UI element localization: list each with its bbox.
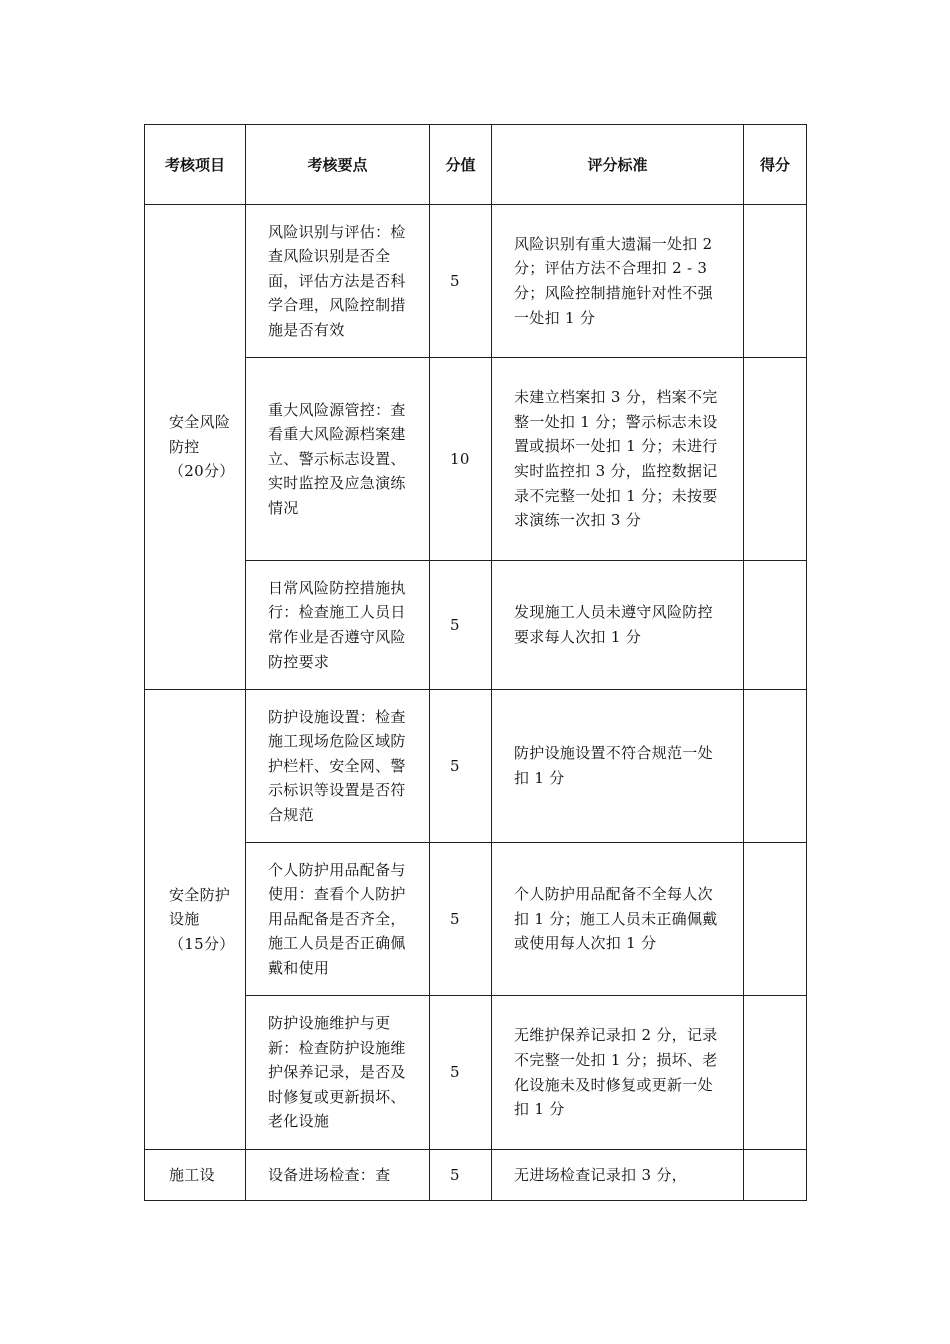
header-score: 分值 bbox=[430, 125, 492, 205]
got-cell[interactable] bbox=[744, 358, 807, 561]
item-cell: 安全风险防控（20分） bbox=[145, 205, 246, 690]
header-got: 得分 bbox=[744, 125, 807, 205]
got-cell[interactable] bbox=[744, 996, 807, 1150]
got-cell[interactable] bbox=[744, 1150, 807, 1201]
table-header-row bbox=[145, 125, 807, 205]
score-cell: 5 bbox=[430, 205, 492, 358]
point-cell: 设备进场检查：查 bbox=[246, 1150, 430, 1201]
standard-cell: 无维护保养记录扣 2 分，记录不完整一处扣 1 分；损坏、老化设施未及时修复或更新一处扣 1 分 bbox=[492, 996, 744, 1150]
got-cell[interactable] bbox=[744, 561, 807, 690]
item-cell: 施工设 bbox=[145, 1150, 246, 1201]
table-row bbox=[145, 690, 807, 843]
point-cell: 风险识别与评估：检查风险识别是否全面，评估方法是否科学合理，风险控制措施是否有效 bbox=[246, 205, 430, 358]
score-cell: 5 bbox=[430, 1150, 492, 1201]
score-cell: 5 bbox=[430, 996, 492, 1150]
table-row bbox=[145, 1150, 807, 1201]
score-cell: 5 bbox=[430, 561, 492, 690]
standard-cell: 个人防护用品配备不全每人次扣 1 分；施工人员未正确佩戴或使用每人次扣 1 分 bbox=[492, 843, 744, 996]
item-cell: 安全防护设施（15分） bbox=[145, 690, 246, 1150]
table-row bbox=[145, 205, 807, 358]
point-cell: 防护设施维护与更新：检查防护设施维护保养记录，是否及时修复或更新损坏、老化设施 bbox=[246, 996, 430, 1150]
standard-cell: 发现施工人员未遵守风险防控要求每人次扣 1 分 bbox=[492, 561, 744, 690]
got-cell[interactable] bbox=[744, 205, 807, 358]
point-cell: 重大风险源管控：查看重大风险源档案建立、警示标志设置、实时监控及应急演练情况 bbox=[246, 358, 430, 561]
score-cell: 5 bbox=[430, 843, 492, 996]
standard-cell: 未建立档案扣 3 分，档案不完整一处扣 1 分；警示标志未设置或损坏一处扣 1 分；未进行实时监控扣 3 分，监控数据记录不完整一处扣 1 分；未按要求演练一次扣 3 分 bbox=[492, 358, 744, 561]
assessment-table bbox=[144, 124, 807, 1201]
score-cell: 5 bbox=[430, 690, 492, 843]
point-cell: 个人防护用品配备与使用：查看个人防护用品配备是否齐全，施工人员是否正确佩戴和使用 bbox=[246, 843, 430, 996]
score-cell: 10 bbox=[430, 358, 492, 561]
standard-cell: 风险识别有重大遗漏一处扣 2 分；评估方法不合理扣 2 - 3 分；风险控制措施针对性不强一处扣 1 分 bbox=[492, 205, 744, 358]
header-item: 考核项目 bbox=[145, 125, 246, 205]
standard-cell: 无进场检查记录扣 3 分， bbox=[492, 1150, 744, 1201]
standard-cell: 防护设施设置不符合规范一处扣 1 分 bbox=[492, 690, 744, 843]
point-cell: 日常风险防控措施执行：检查施工人员日常作业是否遵守风险防控要求 bbox=[246, 561, 430, 690]
got-cell[interactable] bbox=[744, 843, 807, 996]
point-cell: 防护设施设置：检查施工现场危险区域防护栏杆、安全网、警示标识等设置是否符合规范 bbox=[246, 690, 430, 843]
header-point: 考核要点 bbox=[246, 125, 430, 205]
got-cell[interactable] bbox=[744, 690, 807, 843]
header-standard: 评分标准 bbox=[492, 125, 744, 205]
